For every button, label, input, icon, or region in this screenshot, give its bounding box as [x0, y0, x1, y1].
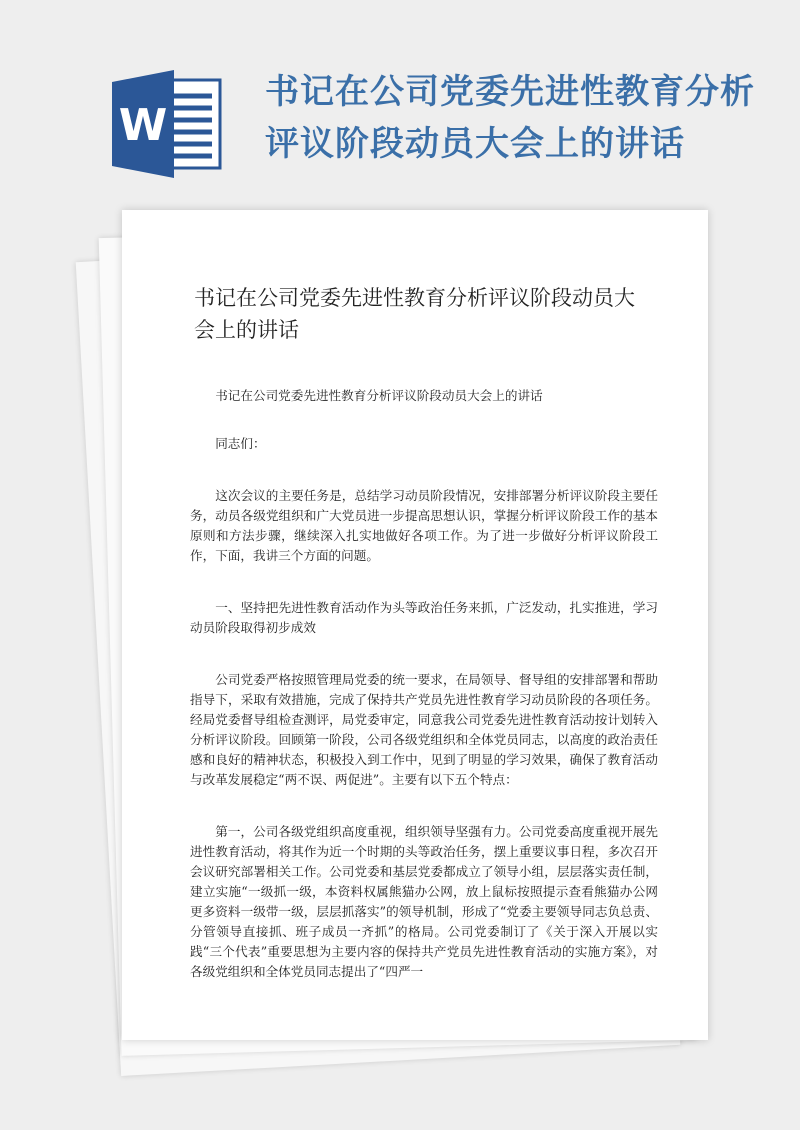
- word-icon-letter: W: [118, 100, 168, 151]
- body-paragraph: 公司党委严格按照管理局党委的统一要求，在局领导、督导组的安排部署和帮助指导下，采取有效措施，完成了保持共产党员先进性教育学习动员阶段的各项任务。经局党委督导组检查测评，局党委审定，同意我公司党委先进性教育活动按计划转入分析评议阶段。回顾第一阶段，公司各级党组织和全体党员同志，以高度的政治责任感和良好的精神状态，积极投入到工作中，见到了明显的学习效果，确保了教育活动与改革发展稳定“两不误、两促进”。主要有以下五个特点：: [190, 672, 658, 787]
- section-heading: 一、坚持把先进性教育活动作为头等政治任务来抓，广泛发动，扎实推进，学习动员阶段取得初步成效: [190, 600, 658, 635]
- body-paragraph: 第一，公司各级党组织高度重视，组织领导坚强有力。公司党委高度重视开展先进性教育活动，将其作为近一个时期的头等政治任务，摆上重要议事日程，多次召开会议研究部署相关工作。公司党委和基层党委都成立了领导小组，层层落实责任制，建立实施“一级抓一级，本资料权属熊猫办公网，放上鼠标按照提示查看熊猫办公网更多资料一级带一级，层层抓落实”的领导机制，形成了“党委主要领导同志负总责、分管领导直接抓、班子成员一齐抓”的格局。公司党委制订了《关于深入开展以实践“三个代表”重要思想为主要内容的保持共产党员先进性教育活动的实施方案》，对各级党组织和全体党员同志提出了“四严一: [190, 824, 658, 979]
- header-title: 书记在公司党委先进性教育分析评议阶段动员大会上的讲话: [265, 72, 755, 164]
- document-page: [122, 210, 708, 1040]
- body-paragraph: 这次会议的主要任务是，总结学习动员阶段情况，安排部署分析评议阶段主要任务，动员各级党组织和广大党员进一步提高思想认识，掌握分析评议阶段工作的基本原则和方法步骤，继续深入扎实地做好各项工作。为了进一步做好分析评议阶段工作，下面，我讲三个方面的问题。: [190, 488, 658, 563]
- body-paragraph-subtitle: 书记在公司党委先进性教育分析评议阶段动员大会上的讲话: [215, 388, 543, 403]
- body-paragraph-salutation: 同志们：: [215, 436, 266, 451]
- word-icon: [112, 70, 224, 178]
- document-body: [190, 386, 658, 982]
- document-title: 书记在公司党委先进性教育分析评议阶段动员大会上的讲话: [194, 286, 635, 342]
